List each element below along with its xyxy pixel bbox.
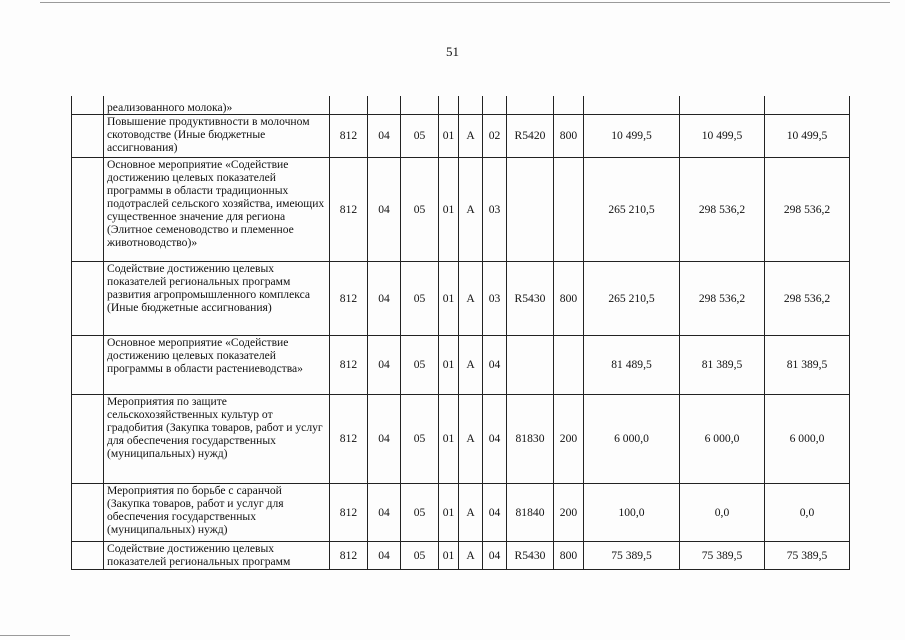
code-cell — [507, 157, 554, 261]
amount-cell: 6 000,0 — [765, 394, 850, 483]
code-cell: R5430 — [507, 541, 554, 569]
code-cell — [368, 96, 401, 114]
code-cell: 01 — [439, 261, 459, 335]
code-cell: 200 — [554, 483, 584, 541]
amount-cell: 0,0 — [680, 483, 765, 541]
row-number-cell — [72, 483, 104, 541]
code-cell: 01 — [439, 157, 459, 261]
code-cell: 01 — [439, 541, 459, 569]
table-row — [72, 114, 850, 157]
code-cell: А — [459, 394, 483, 483]
code-cell — [554, 96, 584, 114]
amount-cell: 265 210,5 — [584, 157, 680, 261]
row-number-cell — [72, 114, 104, 157]
code-cell: 812 — [330, 157, 368, 261]
scan-edge-line — [0, 635, 70, 636]
code-cell: 812 — [330, 541, 368, 569]
table-row — [72, 394, 850, 483]
row-number-cell — [72, 157, 104, 261]
code-cell: А — [459, 261, 483, 335]
amount-cell: 265 210,5 — [584, 261, 680, 335]
amount-cell: 75 389,5 — [680, 541, 765, 569]
code-cell: 04 — [483, 394, 507, 483]
page-number: 51 — [446, 44, 459, 59]
code-cell: 04 — [368, 114, 401, 157]
code-cell: 812 — [330, 483, 368, 541]
amount-cell: 6 000,0 — [584, 394, 680, 483]
code-cell: R5430 — [507, 261, 554, 335]
item-name-cell: Основное мероприятие «Содействие достижению целевых показателей программы в области традиционных подотраслей сельского хозяйства, имеющих существенное значение для региона (Элитное семеноводство и племенное животноводство)» — [104, 157, 330, 261]
code-cell: 03 — [483, 157, 507, 261]
code-cell: 05 — [401, 335, 439, 394]
amount-cell: 81 389,5 — [765, 335, 850, 394]
row-number-cell — [72, 96, 104, 114]
amount-cell: 81 489,5 — [584, 335, 680, 394]
item-name-cell: Содействие достижению целевых показателей региональных программ развития агропромышленного комплекса (Иные бюджетные ассигнования) — [104, 261, 330, 335]
code-cell: А — [459, 483, 483, 541]
code-cell: 04 — [368, 157, 401, 261]
code-cell — [401, 96, 439, 114]
amount-cell: 10 499,5 — [765, 114, 850, 157]
row-number-cell — [72, 541, 104, 569]
code-cell: 04 — [368, 261, 401, 335]
code-cell: 81830 — [507, 394, 554, 483]
amount-cell: 298 536,2 — [765, 157, 850, 261]
scan-edge-line — [40, 2, 890, 3]
amount-cell: 298 536,2 — [680, 157, 765, 261]
amount-cell: 81 389,5 — [680, 335, 765, 394]
table-row — [72, 96, 850, 114]
amount-cell: 0,0 — [765, 483, 850, 541]
code-cell: А — [459, 335, 483, 394]
code-cell — [507, 96, 554, 114]
code-cell: 800 — [554, 114, 584, 157]
row-number-cell — [72, 335, 104, 394]
table-row — [72, 261, 850, 335]
code-cell — [330, 96, 368, 114]
table-row — [72, 541, 850, 569]
code-cell: А — [459, 541, 483, 569]
item-name-cell: Основное мероприятие «Содействие достижению целевых показателей программы в области растениеводства» — [104, 335, 330, 394]
code-cell: 01 — [439, 483, 459, 541]
code-cell: R5420 — [507, 114, 554, 157]
amount-cell — [680, 96, 765, 114]
code-cell: 812 — [330, 335, 368, 394]
amount-cell: 10 499,5 — [680, 114, 765, 157]
amount-cell: 75 389,5 — [765, 541, 850, 569]
row-number-cell — [72, 261, 104, 335]
code-cell: 04 — [483, 541, 507, 569]
amount-cell — [584, 96, 680, 114]
amount-cell — [765, 96, 850, 114]
table-row — [72, 483, 850, 541]
amount-cell: 298 536,2 — [680, 261, 765, 335]
item-name-cell: Повышение продуктивности в молочном скотоводстве (Иные бюджетные ассигнования) — [104, 114, 330, 157]
code-cell — [554, 335, 584, 394]
code-cell — [554, 157, 584, 261]
code-cell: 01 — [439, 335, 459, 394]
code-cell: 01 — [439, 394, 459, 483]
code-cell: 04 — [368, 335, 401, 394]
code-cell: 81840 — [507, 483, 554, 541]
budget-table — [71, 96, 850, 570]
code-cell — [439, 96, 459, 114]
code-cell: 04 — [483, 335, 507, 394]
item-name-cell: реализованного молока)» — [104, 96, 330, 114]
code-cell: 05 — [401, 541, 439, 569]
amount-cell: 298 536,2 — [765, 261, 850, 335]
code-cell: 04 — [368, 483, 401, 541]
code-cell: 01 — [439, 114, 459, 157]
code-cell: 05 — [401, 261, 439, 335]
item-name-cell: Мероприятия по защите сельскохозяйственных культур от градобития (Закупка товаров, работ и услуг для обеспечения государственных (муниципальных) нужд) — [104, 394, 330, 483]
code-cell: А — [459, 157, 483, 261]
code-cell: А — [459, 114, 483, 157]
amount-cell: 100,0 — [584, 483, 680, 541]
code-cell: 812 — [330, 261, 368, 335]
code-cell: 812 — [330, 394, 368, 483]
code-cell: 02 — [483, 114, 507, 157]
code-cell: 800 — [554, 541, 584, 569]
amount-cell: 6 000,0 — [680, 394, 765, 483]
item-name-cell: Мероприятия по борьбе с саранчой (Закупка товаров, работ и услуг для обеспечения государственных (муниципальных) нужд) — [104, 483, 330, 541]
code-cell — [483, 96, 507, 114]
code-cell: 812 — [330, 114, 368, 157]
code-cell: 03 — [483, 261, 507, 335]
code-cell: 04 — [368, 541, 401, 569]
code-cell: 05 — [401, 114, 439, 157]
code-cell: 04 — [483, 483, 507, 541]
table-row — [72, 157, 850, 261]
amount-cell: 75 389,5 — [584, 541, 680, 569]
code-cell: 05 — [401, 157, 439, 261]
code-cell: 05 — [401, 394, 439, 483]
code-cell: 04 — [368, 394, 401, 483]
item-name-cell: Содействие достижению целевых показателей региональных программ — [104, 541, 330, 569]
code-cell: 05 — [401, 483, 439, 541]
code-cell — [459, 96, 483, 114]
code-cell — [507, 335, 554, 394]
row-number-cell — [72, 394, 104, 483]
amount-cell: 10 499,5 — [584, 114, 680, 157]
table-row — [72, 335, 850, 394]
code-cell: 800 — [554, 261, 584, 335]
code-cell: 200 — [554, 394, 584, 483]
